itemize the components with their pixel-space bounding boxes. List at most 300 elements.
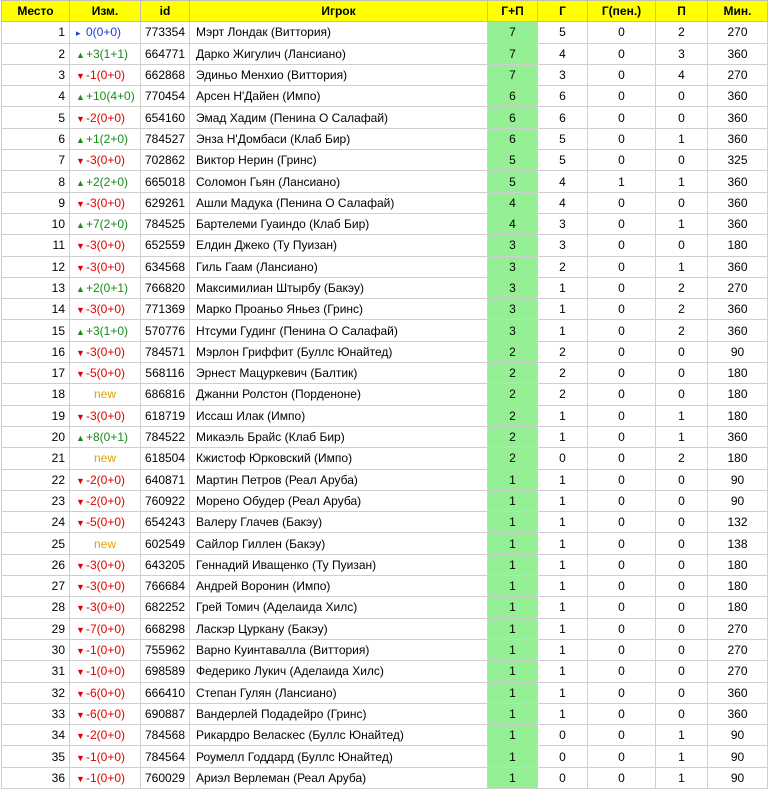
goals-plus-assists-cell: 5 <box>488 171 538 192</box>
place-cell: 22 <box>2 469 70 490</box>
table-row[interactable] <box>2 405 768 426</box>
place-cell: 25 <box>2 533 70 554</box>
assists-cell: 1 <box>656 405 708 426</box>
goals-cell: 1 <box>538 661 588 682</box>
change-cell <box>70 150 141 171</box>
table-row[interactable] <box>2 512 768 533</box>
assists-cell: 0 <box>656 490 708 511</box>
table-row[interactable] <box>2 448 768 469</box>
goals-plus-assists-cell: 1 <box>488 512 538 533</box>
penalty-goals-cell: 0 <box>588 426 656 447</box>
table-row[interactable] <box>2 469 768 490</box>
place-cell: 32 <box>2 682 70 703</box>
player-cell: Кжистоф Юрковский (Импо) <box>190 448 488 469</box>
triangle-down-icon: ▼ <box>76 709 85 720</box>
goals-cell: 3 <box>538 213 588 234</box>
minutes-cell: 360 <box>708 86 768 107</box>
assists-cell: 1 <box>656 767 708 788</box>
penalty-goals-cell: 0 <box>588 150 656 171</box>
assists-cell: 0 <box>656 639 708 660</box>
id-cell: 773354 <box>141 22 190 43</box>
penalty-goals-cell: 0 <box>588 363 656 384</box>
penalty-goals-cell: 0 <box>588 22 656 43</box>
id-cell: 784527 <box>141 128 190 149</box>
goals-cell: 1 <box>538 533 588 554</box>
goals-cell: 1 <box>538 618 588 639</box>
change-value: -5(0+0) <box>86 515 126 530</box>
triangle-down-icon: ▼ <box>76 305 85 316</box>
triangle-down-icon: ▼ <box>76 518 85 529</box>
change-value: -3(0+0) <box>86 153 126 168</box>
assists-cell: 1 <box>656 426 708 447</box>
penalty-goals-cell: 0 <box>588 86 656 107</box>
place-cell: 28 <box>2 597 70 618</box>
table-row[interactable] <box>2 107 768 128</box>
goals-plus-assists-cell: 1 <box>488 618 538 639</box>
change-cell <box>70 703 141 724</box>
change-cell <box>70 767 141 788</box>
goals-plus-assists-cell: 1 <box>488 469 538 490</box>
goals-cell: 0 <box>538 725 588 746</box>
id-cell: 654243 <box>141 512 190 533</box>
place-cell: 34 <box>2 725 70 746</box>
minutes-cell: 270 <box>708 22 768 43</box>
assists-cell: 2 <box>656 448 708 469</box>
change-cell <box>70 277 141 298</box>
change-value: -2(0+0) <box>86 493 126 508</box>
goals-cell: 6 <box>538 86 588 107</box>
goals-plus-assists-cell: 6 <box>488 128 538 149</box>
place-cell: 13 <box>2 277 70 298</box>
assists-cell: 0 <box>656 661 708 682</box>
penalty-goals-cell: 0 <box>588 277 656 298</box>
player-cell: Роумелл Годдард (Буллс Юнайтед) <box>190 746 488 767</box>
table-row[interactable] <box>2 661 768 682</box>
goals-cell: 2 <box>538 341 588 362</box>
change-value: -3(0+0) <box>86 259 126 274</box>
place-cell: 23 <box>2 490 70 511</box>
minutes-cell: 180 <box>708 576 768 597</box>
id-cell: 755962 <box>141 639 190 660</box>
assists-cell: 1 <box>656 746 708 767</box>
assists-cell: 2 <box>656 22 708 43</box>
player-cell: Эмад Хадим (Пенина О Салафай) <box>190 107 488 128</box>
place-cell: 30 <box>2 639 70 660</box>
minutes-cell: 360 <box>708 107 768 128</box>
assists-cell: 1 <box>656 213 708 234</box>
table-row[interactable] <box>2 554 768 575</box>
minutes-cell: 180 <box>708 235 768 256</box>
goals-plus-assists-cell: 3 <box>488 299 538 320</box>
change-value: -7(0+0) <box>86 621 126 636</box>
assists-cell: 0 <box>656 150 708 171</box>
assists-cell: 2 <box>656 277 708 298</box>
goals-plus-assists-cell: 5 <box>488 150 538 171</box>
goals-cell: 5 <box>538 128 588 149</box>
goals-cell: 4 <box>538 171 588 192</box>
change-cell <box>70 469 141 490</box>
minutes-cell: 90 <box>708 469 768 490</box>
assists-cell: 0 <box>656 107 708 128</box>
player-cell: Бартелеми Гуаиндо (Клаб Бир) <box>190 213 488 234</box>
place-cell: 5 <box>2 107 70 128</box>
header-goals[interactable]: Г <box>538 1 588 22</box>
triangle-down-icon: ▼ <box>76 667 85 678</box>
id-cell: 698589 <box>141 661 190 682</box>
penalty-goals-cell: 0 <box>588 43 656 64</box>
id-cell: 784568 <box>141 725 190 746</box>
table-row[interactable] <box>2 171 768 192</box>
assists-cell: 0 <box>656 363 708 384</box>
table-row[interactable] <box>2 426 768 447</box>
triangle-up-icon: ▲ <box>76 92 85 103</box>
change-cell <box>70 213 141 234</box>
place-cell: 15 <box>2 320 70 341</box>
goals-cell: 2 <box>538 363 588 384</box>
goals-plus-assists-cell: 1 <box>488 767 538 788</box>
player-cell: Мэрт Лондак (Виттория) <box>190 22 488 43</box>
change-value: +8(0+1) <box>86 430 129 445</box>
change-cell <box>70 661 141 682</box>
change-value: +2(0+1) <box>86 281 129 295</box>
minutes-cell: 90 <box>708 767 768 788</box>
goals-plus-assists-cell: 7 <box>488 64 538 85</box>
id-cell: 652559 <box>141 235 190 256</box>
change-cell <box>70 363 141 384</box>
table-row[interactable] <box>2 320 768 341</box>
change-value: -3(0+0) <box>86 600 126 615</box>
goals-plus-assists-cell: 1 <box>488 490 538 511</box>
assists-cell: 1 <box>656 256 708 277</box>
table-row[interactable] <box>2 639 768 660</box>
goals-cell: 3 <box>538 64 588 85</box>
table-row[interactable] <box>2 128 768 149</box>
place-cell: 18 <box>2 384 70 405</box>
change-cell <box>70 512 141 533</box>
goals-plus-assists-cell: 2 <box>488 448 538 469</box>
table-row[interactable] <box>2 725 768 746</box>
penalty-goals-cell: 0 <box>588 490 656 511</box>
penalty-goals-cell: 0 <box>588 448 656 469</box>
triangle-down-icon: ▼ <box>76 411 85 422</box>
triangle-right-icon: ▸ <box>76 28 81 39</box>
triangle-down-icon: ▼ <box>76 156 85 167</box>
change-cell <box>70 128 141 149</box>
minutes-cell: 90 <box>708 746 768 767</box>
triangle-up-icon: ▲ <box>76 433 85 444</box>
table-row[interactable] <box>2 767 768 788</box>
assists-cell: 0 <box>656 86 708 107</box>
place-cell: 26 <box>2 554 70 575</box>
table-row[interactable] <box>2 363 768 384</box>
header-row <box>2 1 768 22</box>
minutes-cell: 360 <box>708 703 768 724</box>
table-row[interactable] <box>2 299 768 320</box>
id-cell: 665018 <box>141 171 190 192</box>
id-cell: 618719 <box>141 405 190 426</box>
table-row[interactable] <box>2 746 768 767</box>
change-value: -3(0+0) <box>86 557 126 572</box>
table-row[interactable] <box>2 384 768 405</box>
player-cell: Дарко Жигулич (Лансиано) <box>190 43 488 64</box>
table-row[interactable] <box>2 256 768 277</box>
goals-plus-assists-cell: 1 <box>488 725 538 746</box>
goals-plus-assists-cell: 2 <box>488 405 538 426</box>
penalty-goals-cell: 0 <box>588 554 656 575</box>
change-value: -1(0+0) <box>86 643 126 658</box>
change-cell <box>70 618 141 639</box>
goals-cell: 1 <box>538 597 588 618</box>
id-cell: 770454 <box>141 86 190 107</box>
triangle-down-icon: ▼ <box>76 688 85 699</box>
goals-cell: 4 <box>538 43 588 64</box>
goals-plus-assists-cell: 3 <box>488 235 538 256</box>
change-value: +10(4+0) <box>86 89 135 104</box>
goals-cell: 0 <box>538 448 588 469</box>
goals-cell: 1 <box>538 512 588 533</box>
change-value: -3(0+0) <box>86 302 126 317</box>
player-cell: Рикардро Веласкес (Буллс Юнайтед) <box>190 725 488 746</box>
minutes-cell: 360 <box>708 43 768 64</box>
player-cell: Нтсуми Гудинг (Пенина О Салафай) <box>190 320 488 341</box>
goals-plus-assists-cell: 3 <box>488 320 538 341</box>
player-cell: Ласкэр Цуркану (Бакэу) <box>190 618 488 639</box>
goals-cell: 1 <box>538 682 588 703</box>
place-cell: 14 <box>2 299 70 320</box>
minutes-cell: 180 <box>708 363 768 384</box>
goals-cell: 0 <box>538 746 588 767</box>
goals-plus-assists-cell: 2 <box>488 341 538 362</box>
goals-cell: 2 <box>538 384 588 405</box>
goals-cell: 2 <box>538 256 588 277</box>
change-value: +3(1+0) <box>86 323 129 338</box>
place-cell: 10 <box>2 213 70 234</box>
goals-cell: 1 <box>538 320 588 341</box>
header-minutes[interactable]: Мин. <box>708 1 768 22</box>
id-cell: 634568 <box>141 256 190 277</box>
table-row[interactable] <box>2 235 768 256</box>
goals-cell: 1 <box>538 639 588 660</box>
goals-cell: 5 <box>538 150 588 171</box>
header-place[interactable]: Место <box>2 1 70 22</box>
table-row[interactable] <box>2 22 768 43</box>
table-row[interactable] <box>2 192 768 213</box>
change-cell <box>70 725 141 746</box>
table-row[interactable] <box>2 703 768 724</box>
penalty-goals-cell: 0 <box>588 107 656 128</box>
change-cell <box>70 22 141 43</box>
change-value: -3(0+0) <box>86 408 126 423</box>
id-cell: 618504 <box>141 448 190 469</box>
goals-cell: 0 <box>538 767 588 788</box>
player-cell: Федерико Лукич (Аделаида Хилс) <box>190 661 488 682</box>
minutes-cell: 270 <box>708 639 768 660</box>
header-goals-plus-assists[interactable]: Г+П <box>488 1 538 22</box>
change-value: -1(0+0) <box>86 68 126 83</box>
penalty-goals-cell: 0 <box>588 725 656 746</box>
place-cell: 1 <box>2 22 70 43</box>
goals-plus-assists-cell: 7 <box>488 22 538 43</box>
place-cell: 4 <box>2 86 70 107</box>
change-cell <box>70 682 141 703</box>
triangle-up-icon: ▲ <box>76 49 85 60</box>
goals-plus-assists-cell: 1 <box>488 746 538 767</box>
player-cell: Мартин Петров (Реал Аруба) <box>190 469 488 490</box>
header-id[interactable]: id <box>141 1 190 22</box>
assists-cell: 2 <box>656 320 708 341</box>
change-cell <box>70 43 141 64</box>
goals-plus-assists-cell: 1 <box>488 639 538 660</box>
scorers-table <box>1 0 768 789</box>
place-cell: 35 <box>2 746 70 767</box>
triangle-down-icon: ▼ <box>76 560 85 571</box>
triangle-up-icon: ▲ <box>76 134 85 145</box>
triangle-down-icon: ▼ <box>76 624 85 635</box>
change-value: -2(0+0) <box>86 728 126 743</box>
player-cell: Андрей Воронин (Импо) <box>190 576 488 597</box>
assists-cell: 3 <box>656 43 708 64</box>
assists-cell: 0 <box>656 682 708 703</box>
change-value: +7(2+0) <box>86 217 129 232</box>
table-row[interactable] <box>2 43 768 64</box>
assists-cell: 0 <box>656 576 708 597</box>
penalty-goals-cell: 0 <box>588 533 656 554</box>
assists-cell: 2 <box>656 299 708 320</box>
id-cell: 662868 <box>141 64 190 85</box>
minutes-cell: 360 <box>708 171 768 192</box>
minutes-cell: 132 <box>708 512 768 533</box>
minutes-cell: 90 <box>708 341 768 362</box>
table-row[interactable] <box>2 576 768 597</box>
penalty-goals-cell: 0 <box>588 299 656 320</box>
id-cell: 784522 <box>141 426 190 447</box>
triangle-down-icon: ▼ <box>76 71 85 82</box>
table-row[interactable] <box>2 86 768 107</box>
header-assists[interactable]: П <box>656 1 708 22</box>
change-cell <box>70 405 141 426</box>
triangle-up-icon: ▲ <box>76 177 85 188</box>
player-cell: Валеру Глачев (Бакэу) <box>190 512 488 533</box>
triangle-down-icon: ▼ <box>76 369 85 380</box>
assists-cell: 0 <box>656 384 708 405</box>
penalty-goals-cell: 0 <box>588 384 656 405</box>
goals-plus-assists-cell: 1 <box>488 597 538 618</box>
goals-cell: 3 <box>538 235 588 256</box>
change-value: +3(1+1) <box>86 46 129 61</box>
id-cell: 654160 <box>141 107 190 128</box>
place-cell: 8 <box>2 171 70 192</box>
change-value: -1(0+0) <box>86 664 126 679</box>
id-cell: 643205 <box>141 554 190 575</box>
minutes-cell: 138 <box>708 533 768 554</box>
goals-cell: 1 <box>538 490 588 511</box>
table-row[interactable] <box>2 618 768 639</box>
header-change[interactable]: Изм. <box>70 1 141 22</box>
table-row[interactable] <box>2 490 768 511</box>
assists-cell: 0 <box>656 703 708 724</box>
minutes-cell: 360 <box>708 320 768 341</box>
header-player[interactable]: Игрок <box>190 1 488 22</box>
minutes-cell: 180 <box>708 597 768 618</box>
penalty-goals-cell: 0 <box>588 512 656 533</box>
triangle-down-icon: ▼ <box>76 198 85 209</box>
change-value: -2(0+0) <box>86 472 126 487</box>
id-cell: 682252 <box>141 597 190 618</box>
header-penalty-goals[interactable]: Г(пен.) <box>588 1 656 22</box>
player-cell: Елдин Джеко (Ту Пуизан) <box>190 235 488 256</box>
penalty-goals-cell: 0 <box>588 576 656 597</box>
triangle-up-icon: ▲ <box>76 326 85 337</box>
table-row[interactable] <box>2 682 768 703</box>
assists-cell: 0 <box>656 618 708 639</box>
table-row[interactable] <box>2 341 768 362</box>
goals-plus-assists-cell: 6 <box>488 86 538 107</box>
table-row[interactable] <box>2 597 768 618</box>
change-cell <box>70 107 141 128</box>
minutes-cell: 360 <box>708 213 768 234</box>
place-cell: 27 <box>2 576 70 597</box>
table-row[interactable] <box>2 277 768 298</box>
change-cell <box>70 256 141 277</box>
table-row[interactable] <box>2 64 768 85</box>
change-cell <box>70 86 141 107</box>
assists-cell: 0 <box>656 192 708 213</box>
player-cell: Степан Гулян (Лансиано) <box>190 682 488 703</box>
place-cell: 36 <box>2 767 70 788</box>
place-cell: 29 <box>2 618 70 639</box>
place-cell: 21 <box>2 448 70 469</box>
goals-plus-assists-cell: 4 <box>488 213 538 234</box>
goals-plus-assists-cell: 2 <box>488 384 538 405</box>
triangle-up-icon: ▲ <box>76 220 85 231</box>
triangle-down-icon: ▼ <box>76 347 85 358</box>
place-cell: 33 <box>2 703 70 724</box>
minutes-cell: 270 <box>708 277 768 298</box>
penalty-goals-cell: 0 <box>588 256 656 277</box>
player-cell: Вандерлей Подадейро (Гринс) <box>190 703 488 724</box>
penalty-goals-cell: 0 <box>588 128 656 149</box>
id-cell: 664771 <box>141 43 190 64</box>
change-value: -2(0+0) <box>86 110 126 125</box>
change-cell <box>70 64 141 85</box>
player-cell: Морено Обудер (Реал Аруба) <box>190 490 488 511</box>
penalty-goals-cell: 0 <box>588 341 656 362</box>
change-value: +1(2+0) <box>86 131 129 146</box>
table-row[interactable] <box>2 533 768 554</box>
goals-plus-assists-cell: 1 <box>488 682 538 703</box>
table-row[interactable] <box>2 150 768 171</box>
minutes-cell: 360 <box>708 256 768 277</box>
player-cell: Мэрлон Гриффит (Буллс Юнайтед) <box>190 341 488 362</box>
penalty-goals-cell: 0 <box>588 469 656 490</box>
table-row[interactable] <box>2 213 768 234</box>
player-cell: Виктор Нерин (Гринс) <box>190 150 488 171</box>
change-cell: new <box>70 384 141 405</box>
goals-cell: 1 <box>538 703 588 724</box>
triangle-down-icon: ▼ <box>76 475 85 486</box>
goals-cell: 1 <box>538 469 588 490</box>
player-cell: Соломон Гьян (Лансиано) <box>190 171 488 192</box>
assists-cell: 1 <box>656 171 708 192</box>
place-cell: 31 <box>2 661 70 682</box>
player-cell: Грей Томич (Аделаида Хилс) <box>190 597 488 618</box>
goals-plus-assists-cell: 1 <box>488 554 538 575</box>
id-cell: 640871 <box>141 469 190 490</box>
place-cell: 6 <box>2 128 70 149</box>
player-cell: Сайлор Гиллен (Бакэу) <box>190 533 488 554</box>
change-cell <box>70 299 141 320</box>
id-cell: 686816 <box>141 384 190 405</box>
